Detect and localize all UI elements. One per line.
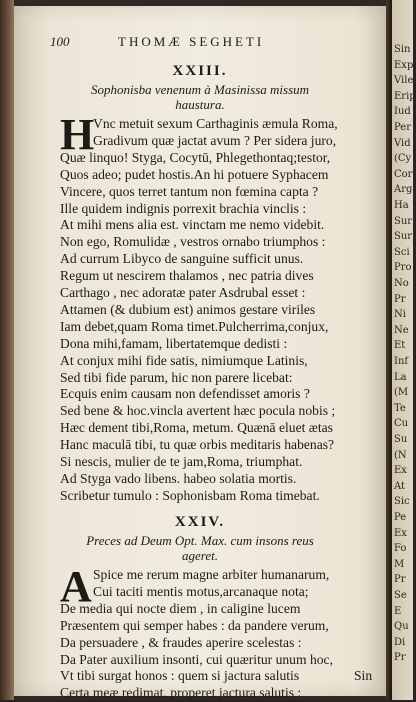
verse-line: Carthago , nec adoratæ pater Asdrubal esset : (60, 285, 306, 300)
facing-page-fragment: (N (394, 449, 407, 461)
facing-page-fragment: Cu (394, 418, 409, 430)
facing-page-fragment: Di (394, 636, 406, 648)
facing-page-fragment: At (394, 480, 406, 492)
verse-line: Dona mihi,famam, libertatemque dedisti : (60, 335, 288, 351)
poem-title-line: Preces ad Deum Opt. Max. cum insons reus (86, 533, 314, 548)
facing-page-edge (392, 0, 416, 700)
facing-page-fragment: Ex (394, 527, 407, 539)
facing-page-fragment: Arg (394, 184, 413, 196)
facing-page-fragment: La (394, 371, 407, 383)
verse-line: Da Pater auxilium insonti, cui quæritur unum hoc, (60, 651, 333, 667)
verse-line: Ad currum Libyco de sanguine sufficit unus. (60, 251, 304, 267)
facing-page-fragment: E (394, 605, 402, 617)
running-head (50, 34, 380, 52)
running-title: THOMÆ SEGHETI (118, 34, 265, 49)
facing-page-fragment: Pr (394, 574, 406, 586)
page-number: 100 (50, 34, 70, 49)
facing-page-fragment: Te (394, 402, 406, 414)
facing-page-fragment: Pro (394, 262, 412, 274)
facing-page-fragment: Vile (394, 75, 414, 87)
drop-capital: A (60, 562, 92, 611)
facing-page-fragment: No (394, 278, 409, 289)
facing-page-fragment: Su (394, 434, 408, 445)
facing-page-fragment: Et (394, 340, 406, 352)
verse-line: Ille quidem indignis porrexit brachia vinclis : (60, 200, 307, 216)
verse-line: Si nescis, mulier de te jam,Roma, triumphat. (60, 454, 303, 469)
verse-line: At mihi mens alia est. vinctam me nemo videbit. (60, 217, 325, 233)
facing-page-fragment: Sur (394, 215, 413, 227)
verse-line: Quæ linquo! Styga, Cocytū, Phlegethontaq;testor, (60, 149, 331, 165)
poem-title (14, 82, 386, 112)
facing-page-fragment: Sur (394, 231, 413, 243)
verse-line: Spice me rerum magne arbiter humanarum, (93, 567, 330, 582)
verse-line: Hanc maculā tibi, tu quæ orbis meditaris habenas? (60, 437, 335, 453)
verse-line: Da persuadere , & fraudes aperire scelestas : (60, 634, 302, 650)
verse-line: Attamen (& dubium est) animos gestare viriles (60, 301, 316, 317)
drop-capital: H (60, 110, 95, 159)
facing-page-fragment: Qu (394, 621, 409, 633)
verse-line: Ecquis enim causam non defendisset amoris ? (60, 386, 310, 402)
facing-page-fragment: Per (394, 122, 411, 133)
facing-page-fragment: Fo (394, 543, 407, 555)
poem-title-line: ageret. (182, 548, 218, 563)
facing-page-fragment: Sin (394, 44, 411, 55)
facing-page-fragment: Ha (394, 200, 409, 211)
poem-number: XXIV. (174, 514, 226, 530)
verse-line: Sed tibi fide parum, hic non parere licebat: (60, 369, 293, 385)
facing-page-fragment: (Cy (394, 153, 412, 165)
facing-page-fragment: Erip (394, 90, 416, 102)
book-page (14, 6, 386, 701)
verse-line: Vincere, quos terret tantum non fœmina capta ? (60, 183, 319, 199)
facing-page-fragment: Cor (394, 168, 413, 180)
book-edge (0, 0, 14, 700)
poem-number: XXIII. (172, 63, 228, 79)
verse-line: De media qui nocte diem , in caligine lucem (60, 600, 301, 616)
verse-line: Gradivum quæ jactat avum ? Per sidera juro, (93, 132, 337, 148)
verse-line: Scribetur tumulo : Sophonisbam Roma timebat. (60, 487, 320, 503)
verse-line: Vnc metuit sexum Carthaginis æmula Roma, (93, 116, 338, 131)
facing-page-fragment: Vid (394, 137, 411, 149)
verse-line: Hæc dement tibi,Roma, metum. Quænā eluet ætas (60, 420, 333, 436)
verse-line: Cui taciti mentis motus,arcanaque nota; (93, 583, 309, 599)
poem-title-line: Sophonisba venenum à Masinissa missum (90, 82, 310, 97)
verse-line: Non ego, Romulidæ , vestros ornabo triumphos : (60, 234, 326, 250)
facing-page-fragment: Ne (394, 324, 409, 336)
facing-page-fragment: Inf (394, 356, 409, 367)
verse-line: Vt tibi surgat honos : quem si jactura salutis (60, 668, 300, 684)
verse-line: Regum ut nescirem thalamos , nec patria dives (60, 268, 314, 284)
facing-page-fragment: Sci (394, 246, 410, 258)
verse-line: Quos adeo; pudet hostis.An hi potuere Syphacem (60, 166, 329, 182)
facing-page-fragment: (M (394, 387, 409, 399)
facing-page-fragment: Pe (394, 512, 407, 523)
verse-line: Præsentem qui semper habes : da pandere verum, (60, 617, 329, 633)
facing-page-fragment: Pr (394, 652, 406, 664)
verse-line: Sed bene & hoc.vincla avertent hæc pocula nobis ; (60, 403, 336, 419)
verse-line: Iam debet,quam Roma timet.Pulcherrima,conjux, (60, 318, 329, 334)
poem-title (14, 533, 386, 563)
facing-page-fragment: Se (394, 590, 407, 601)
facing-page-fragment: M (394, 558, 405, 570)
facing-page-fragment: Iud (394, 106, 411, 118)
poem-title-line: haustura. (175, 97, 225, 112)
facing-page-fragment: Exp (394, 59, 414, 71)
catchword: Sin (354, 668, 373, 683)
facing-page-fragment: Ni (394, 309, 406, 321)
verse-line: Ad Styga vado libens. habeo solatia mortis. (60, 470, 297, 486)
facing-page-fragment: Ex (394, 465, 407, 477)
verse-line: Certa meæ redimat, properet jactura salutis : (60, 685, 302, 701)
facing-page-fragment: Sic (394, 496, 410, 508)
verse-line: At conjux mihi fide satis, nimiumque Latinis, (60, 352, 308, 368)
facing-page-fragment: Pr (394, 293, 406, 305)
